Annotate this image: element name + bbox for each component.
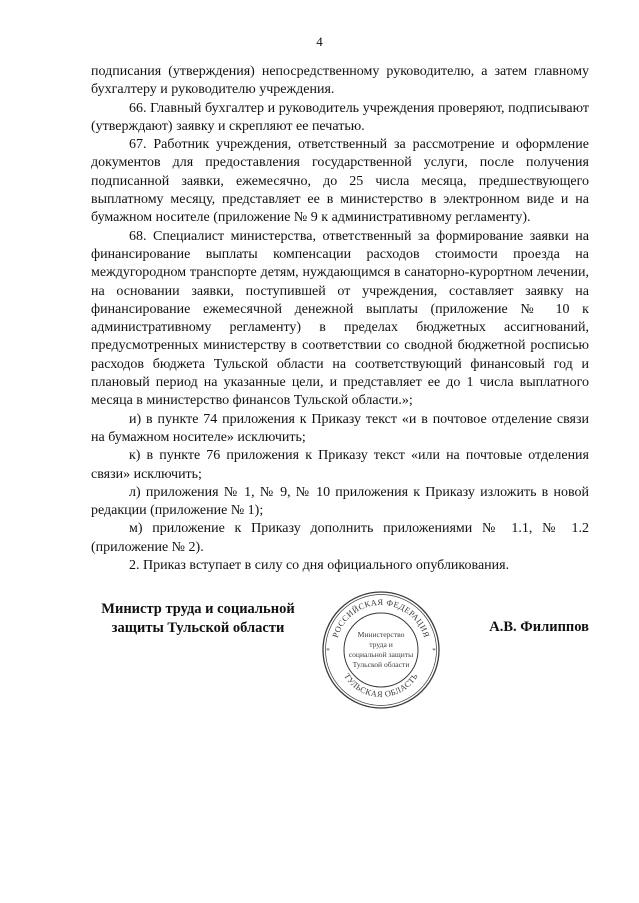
- paragraph-68: 68. Специалист министерства, ответственный за формирование заявки на финансирование выплаты компенсации расходов стоимости проезда на междугородном транспорте детям, нуждающимся в санаторно-курортном лечении, на основании заявки, поступившей от учреждения, составляет заявку на финансирование ежемесячной денежной выплаты (приложение № 10 к административному регламенту) в пределах бюджетных ассигнований, предусмотренных министерству в соответствии со сводной бюджетной росписью расходов бюджета Тульской области на соответствующий финансовый год и плановый период на указанные цели, и представляет ее до 1 числа выплатного месяца в министерство финансов Тульской области.»;: [91, 228, 589, 409]
- seal-star-left: *: [326, 647, 330, 655]
- page-number: 4: [316, 34, 323, 49]
- position-line-2: защиты Тульской области: [111, 620, 285, 636]
- paragraph-item-k: к) в пункте 76 приложения к Приказу текст «или на почтовые отделения связи» исключить;: [91, 448, 589, 482]
- paragraph-2-effective: 2. Приказ вступает в силу со дня официального опубликования.: [129, 558, 510, 574]
- paragraph-66: 66. Главный бухгалтер и руководитель учреждения проверяют, подписывают (утверждают) заявку и скрепляют ее печатью.: [91, 100, 589, 134]
- seal-outer-bottom: ТУЛЬСКАЯ ОБЛАСТЬ: [342, 671, 420, 700]
- paragraph-67: 67. Работник учреждения, ответственный за рассмотрение и оформление документов для предоставления государственной услуги, после получения подписанной заявки, ежемесячно, до 25 числа месяца, предшествующего выплатному месяцу, представляет ее в министерство в электронном виде и на бумажном носителе (приложение № 9 к административному регламенту).: [91, 137, 589, 226]
- seal-center-line-2: труда и: [369, 640, 393, 649]
- seal-outer-top: РОССИЙСКАЯ ФЕДЕРАЦИЯ: [330, 597, 432, 639]
- official-seal: [319, 588, 443, 712]
- seal-center-line-3: социальной защиты: [348, 650, 414, 659]
- document-body: [91, 63, 589, 575]
- svg-text:ТУЛЬСКАЯ ОБЛАСТЬ: [342, 672, 420, 699]
- seal-center-line-1: Министерство: [357, 630, 405, 639]
- seal-center-line-4: Тульской области: [352, 660, 410, 669]
- position-line-1: Министр труда и социальной: [101, 601, 295, 617]
- paragraph-item-l: л) приложения № 1, № 9, № 10 приложения к Приказу изложить в новой редакции (приложение № 1);: [91, 484, 589, 519]
- signatory-position: [91, 600, 305, 638]
- signatory-name: А.В. Филиппов: [489, 619, 589, 635]
- paragraph-continuation: подписания (утверждения) непосредственному руководителю, а затем главному бухгалтеру и руководителю учреждения.: [91, 64, 589, 98]
- paragraph-item-i: и) в пункте 74 приложения к Приказу текст «и в почтовое отделение связи на бумажном носителе» исключить;: [91, 411, 589, 445]
- seal-star-right: *: [432, 647, 436, 655]
- paragraph-item-m: м) приложение к Приказу дополнить приложениями № 1.1, № 1.2 (приложение № 2).: [91, 521, 589, 555]
- signature-block: [91, 598, 589, 708]
